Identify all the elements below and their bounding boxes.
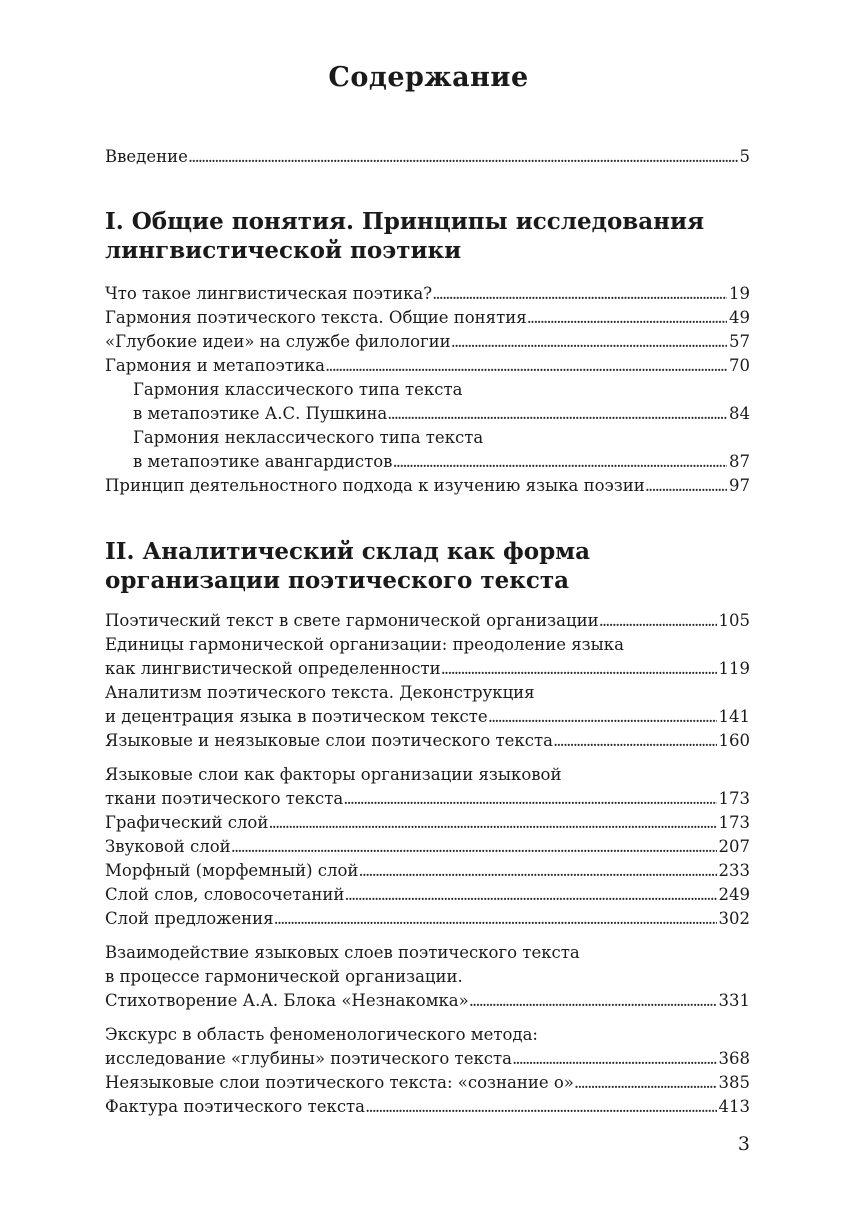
toc-section-2 [105, 609, 750, 1119]
toc-entry-line [105, 835, 750, 859]
toc-entry-line [105, 1071, 750, 1095]
toc-entry-page: 302 [718, 909, 750, 928]
dot-leader [325, 354, 727, 378]
toc-entry-page: 105 [718, 611, 750, 630]
toc-entry-title: в метапоэтике А.С. Пушкина [133, 404, 388, 423]
toc-entry-title: в процессе гармонической организации. [105, 967, 463, 986]
toc-entry-title: Взаимодействие языковых слоев поэтического текста [105, 943, 580, 962]
toc-entry[interactable] [105, 1071, 750, 1095]
toc-entry[interactable] [105, 354, 750, 378]
dot-leader [451, 330, 727, 354]
toc-entry-page: 413 [718, 1097, 750, 1116]
toc-entry-title: и децентрация языка в поэтическом тексте [105, 707, 488, 726]
dot-leader [432, 282, 727, 306]
toc-entry-line [133, 450, 750, 474]
dot-leader [387, 402, 727, 426]
toc-entry-title: «Глубокие идеи» на службе филологии [105, 332, 451, 351]
toc-entry-line [105, 941, 750, 965]
toc-entry-page: 70 [729, 356, 750, 375]
dot-leader [599, 609, 717, 633]
toc-entry-title: Что такое лингвистическая поэтика? [105, 284, 433, 303]
toc-entry-title: Фактура поэтического текста [105, 1097, 366, 1116]
toc-entry[interactable] [105, 633, 750, 681]
dot-leader [645, 474, 727, 498]
dot-leader [343, 787, 716, 811]
section-heading-1 [105, 207, 755, 265]
toc-entry-page: 141 [718, 707, 750, 726]
section-heading-line: организации поэтического текста [105, 567, 570, 594]
toc-entry[interactable] [105, 763, 750, 811]
toc-entry[interactable] [105, 859, 750, 883]
toc-entry-page: 119 [718, 659, 750, 678]
toc-entry-title: Гармония неклассического типа текста [133, 428, 484, 447]
toc-entry-line [133, 378, 750, 402]
toc-entry-page: 173 [718, 789, 750, 808]
toc-entry-line [105, 306, 750, 330]
toc-entry-line [105, 1023, 750, 1047]
toc-entry-line [105, 1095, 750, 1119]
toc-entry-title: ткани поэтического текста [105, 789, 344, 808]
toc-section-1 [105, 282, 750, 498]
toc-entry-page: 173 [718, 813, 750, 832]
group-spacer [105, 931, 750, 941]
toc-entry-line [105, 989, 750, 1013]
toc-entry-line [105, 705, 750, 729]
toc-entry-title: Неязыковые слои поэтического текста: «сознание о» [105, 1073, 574, 1092]
dot-leader [488, 705, 717, 729]
toc-entry-line [133, 426, 750, 450]
dot-leader [231, 835, 717, 859]
toc-entry-line [105, 609, 750, 633]
dot-leader [274, 907, 717, 931]
toc-entry[interactable] [105, 1023, 750, 1071]
toc-entry[interactable] [105, 835, 750, 859]
toc-entry-title: Языковые и неязыковые слои поэтического текста [105, 731, 553, 750]
toc-entry[interactable] [105, 474, 750, 498]
toc-entry-title: Аналитизм поэтического текста. Деконструкция [105, 683, 535, 702]
toc-entry[interactable] [105, 811, 750, 835]
group-spacer [105, 753, 750, 763]
dot-leader [365, 1095, 716, 1119]
section-heading-line: II. Аналитический склад как форма [105, 538, 591, 565]
toc-entry-title: Гармония и метапоэтика [105, 356, 325, 375]
toc-entry-page: 97 [729, 476, 750, 495]
dot-leader [268, 811, 716, 835]
toc-entry-line [105, 907, 750, 931]
section-heading-line: I. Общие понятия. Принципы исследования [105, 208, 705, 235]
toc-entry-title: Языковые слои как факторы организации языковой [105, 765, 562, 784]
toc-entry-line [105, 811, 750, 835]
toc-entry-title: Слой слов, словосочетаний [105, 885, 345, 904]
dot-leader [358, 859, 716, 883]
dot-leader [188, 145, 738, 169]
toc-entry-line [105, 657, 750, 681]
toc-entry-page: 84 [729, 404, 750, 423]
toc-entry[interactable] [105, 907, 750, 931]
toc-entry-line [105, 681, 750, 705]
toc-entry-line [105, 474, 750, 498]
toc-entry[interactable] [105, 330, 750, 354]
dot-leader [441, 657, 717, 681]
toc-entry-title: Принцип деятельностного подхода к изучению языка поэзии [105, 476, 645, 495]
toc-entry-page: 207 [718, 837, 750, 856]
toc-entry-line [105, 729, 750, 753]
section-heading-2 [105, 537, 755, 595]
dot-leader [574, 1071, 717, 1095]
dot-leader [527, 306, 727, 330]
dot-leader [344, 883, 716, 907]
toc-entry-title: Поэтический текст в свете гармонической организации [105, 611, 599, 630]
toc-entry-title: исследование «глубины» поэтического текста [105, 1049, 512, 1068]
toc-entry-page: 19 [729, 284, 750, 303]
toc-entry-line [105, 883, 750, 907]
toc-entry-line [105, 1047, 750, 1071]
toc-entry-line [105, 787, 750, 811]
dot-leader [392, 450, 727, 474]
toc-entry-page: 160 [718, 731, 750, 750]
toc-entry-page: 249 [718, 885, 750, 904]
toc-entry-title: Единицы гармонической организации: преодоление языка [105, 635, 624, 654]
toc-entry[interactable] [105, 609, 750, 633]
toc-entry-title: Слой предложения [105, 909, 274, 928]
toc-entry-page: 368 [718, 1049, 750, 1068]
toc-entry-title: Морфный (морфемный) слой [105, 861, 359, 880]
toc-entry-title: Гармония классического типа текста [133, 380, 463, 399]
toc-entry-line [105, 354, 750, 378]
page-number: 3 [737, 1133, 750, 1155]
toc-entry-title: Введение [105, 147, 188, 166]
dot-leader [469, 989, 717, 1013]
toc-entry[interactable] [105, 378, 750, 426]
toc-entry[interactable] [105, 306, 750, 330]
toc-entry-page: 5 [739, 147, 750, 166]
toc-entry-title: Стихотворение А.А. Блока «Незнакомка» [105, 991, 469, 1010]
toc-entry-page: 87 [729, 452, 750, 471]
group-spacer [105, 1013, 750, 1023]
toc-entry-page: 331 [718, 991, 750, 1010]
toc-entry-page: 57 [729, 332, 750, 351]
toc-entry-line [105, 282, 750, 306]
section-heading-line: лингвистической поэтики [105, 237, 462, 264]
toc-entry-title: в метапоэтике авангардистов [133, 452, 393, 471]
toc-entry-title: Звуковой слой [105, 837, 231, 856]
toc-entry-page: 49 [729, 308, 750, 327]
toc-entry-line [105, 763, 750, 787]
toc-entry-page: 385 [718, 1073, 750, 1092]
page-title: Содержание [328, 62, 529, 93]
toc-entry-title: Графический слой [105, 813, 269, 832]
toc-entry[interactable] [105, 282, 750, 306]
toc-entry-title: Экскурс в область феноменологического метода: [105, 1025, 538, 1044]
toc-entry-introduction[interactable] [105, 145, 750, 169]
toc-entry[interactable] [105, 941, 750, 1013]
toc-entry-page: 233 [718, 861, 750, 880]
toc-entry-title: как лингвистической определенности [105, 659, 441, 678]
toc-entry-line [133, 402, 750, 426]
toc-entry[interactable] [105, 883, 750, 907]
toc-intro [105, 145, 750, 169]
toc-entry[interactable] [105, 426, 750, 474]
dot-leader [512, 1047, 717, 1071]
toc-entry[interactable] [105, 1095, 750, 1119]
dot-leader [553, 729, 717, 753]
toc-entry-title: Гармония поэтического текста. Общие понятия [105, 308, 527, 327]
toc-entry[interactable] [105, 729, 750, 753]
toc-entry-line [105, 330, 750, 354]
toc-entry-line [105, 965, 750, 989]
toc-entry[interactable] [105, 681, 750, 729]
toc-entry-line [105, 633, 750, 657]
toc-entry-line [105, 859, 750, 883]
